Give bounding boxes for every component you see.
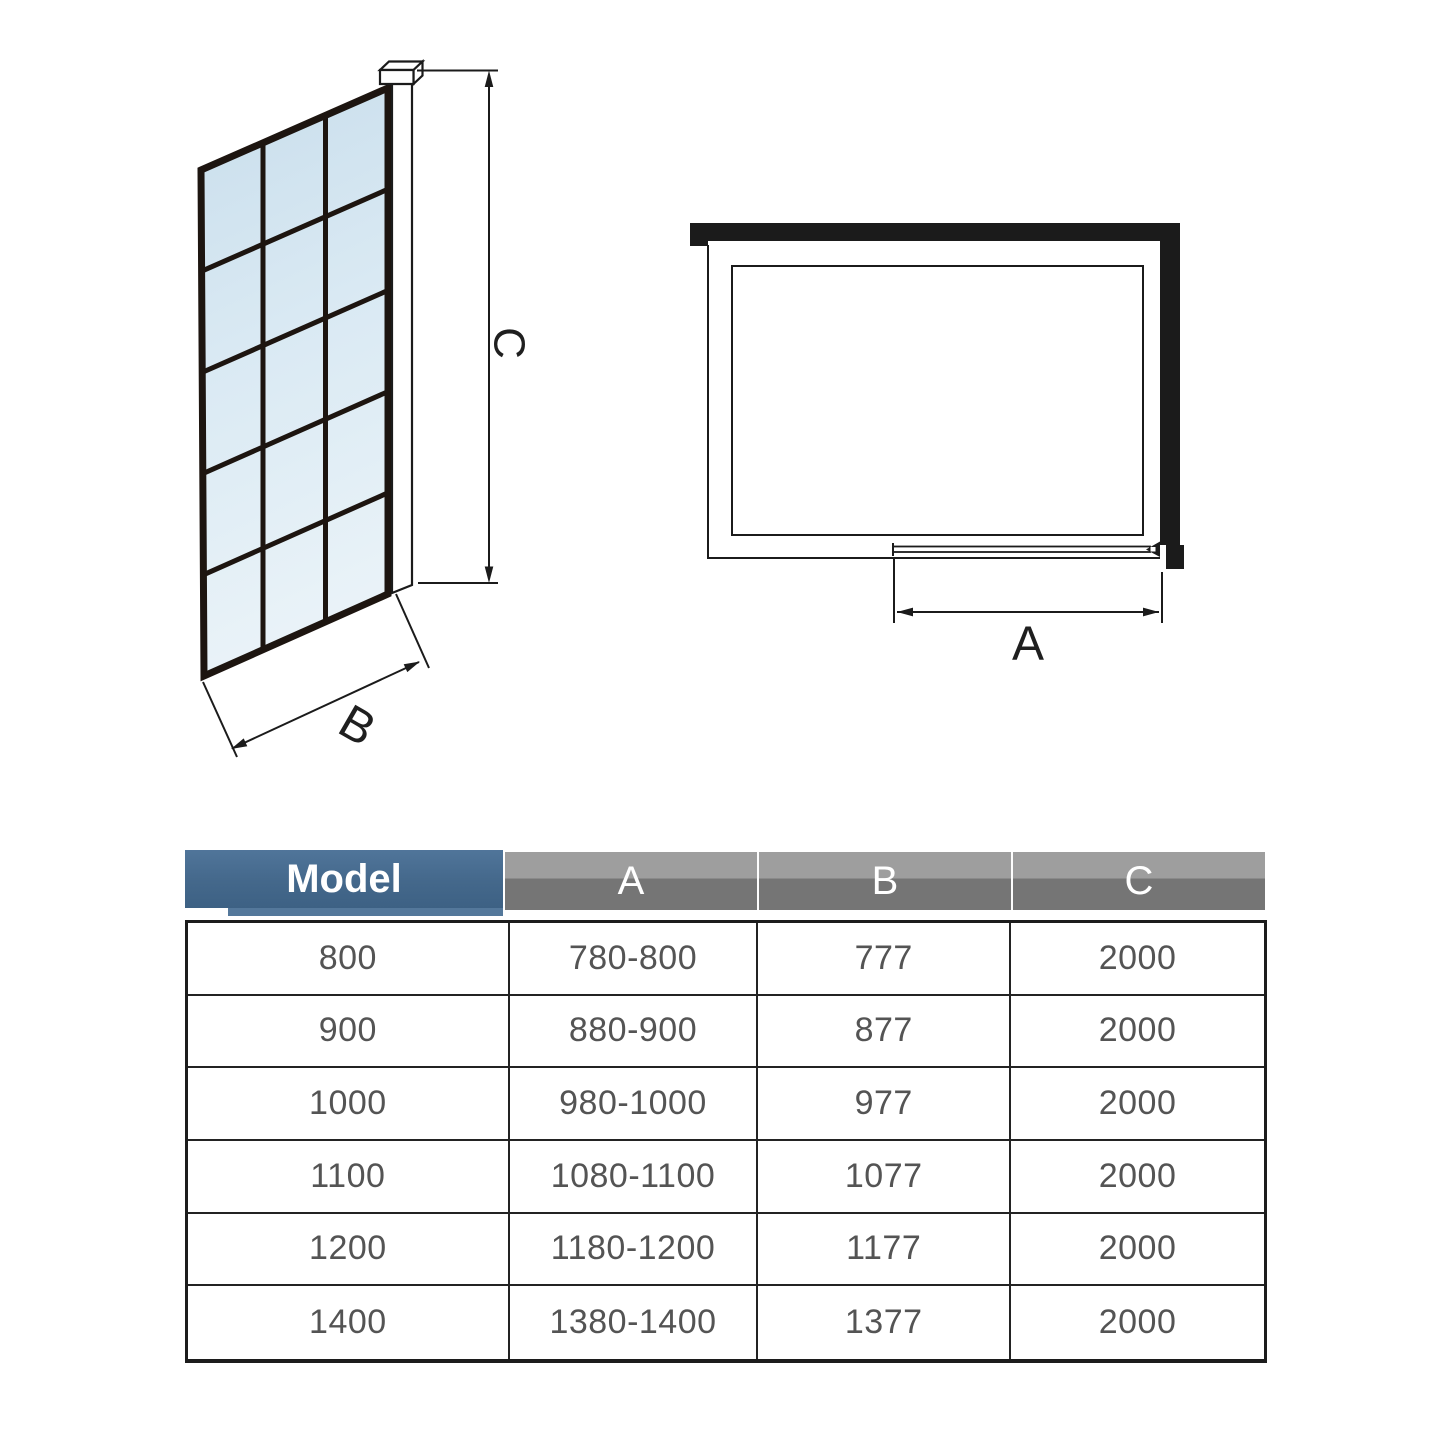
table-cell: 1077 [758,1141,1011,1214]
height-dim-label: C [484,327,534,359]
glass-screen-line [893,547,1150,553]
arrowhead-left-icon [897,608,913,617]
walls [690,223,1184,569]
glass-width-dim-label: B [329,695,385,757]
table-cell: 777 [758,923,1011,996]
top-wall [690,223,1180,241]
table-cell: 780-800 [510,923,759,996]
header-separator [757,852,759,910]
table-cell: 1000 [188,1068,510,1141]
room-outline [708,245,1160,558]
glass-screen-plan [893,542,1160,558]
table-cell: 800 [188,923,510,996]
col-c-header-label: C [1124,858,1154,903]
table-cell: 1380-1400 [510,1286,759,1359]
arrowhead-left-icon [231,738,247,749]
table-header-a [505,852,757,910]
extension-line [203,682,237,757]
table-header-c [1013,852,1265,910]
install-width-dimension [894,559,1162,671]
right-wall-end [1166,545,1184,569]
arrowhead-down-icon [485,567,494,584]
table-cell: 977 [758,1068,1011,1141]
table-cell: 980-1000 [510,1068,759,1141]
header-separator [1011,852,1013,910]
glass-pane [201,88,388,676]
side-view-diagram [150,40,570,780]
table-cell: 2000 [1011,1141,1264,1214]
shower-tray-outline [732,266,1143,535]
table-cell: 1177 [758,1214,1011,1287]
clamp-notch [1151,547,1156,552]
arrowhead-right-icon [404,662,420,673]
height-dimension [417,71,534,584]
dimension-line [232,662,419,749]
wall-profile-bar [392,76,412,593]
arrowhead-right-icon [1143,608,1159,617]
table-cell: 1377 [758,1286,1011,1359]
col-b-header-label: B [871,858,899,903]
extension-line [396,594,429,668]
table-cell: 2000 [1011,923,1264,996]
framed-glass-panel [201,88,388,676]
table-cell: 900 [188,996,510,1069]
table-cell: 2000 [1011,1214,1264,1287]
table-cell: 1100 [188,1141,510,1214]
table-cell: 1400 [188,1286,510,1359]
table-header-b [759,852,1011,910]
model-header-accent-strip [228,908,503,916]
size-table-body [185,920,1267,1363]
table-cell: 1080-1100 [510,1141,759,1214]
col-a-header-label: A [617,858,645,903]
top-wall-end [690,241,708,246]
table-cell: 2000 [1098,1303,1177,1342]
table-cell: 880-900 [510,996,759,1069]
table-cell: 2000 [1011,1068,1264,1141]
model-header-label: Model [286,856,402,901]
profile-bar-cap [380,62,423,85]
plan-view-diagram [650,180,1210,680]
table-cell: 2000 [1011,996,1264,1069]
install-width-dim-label: A [1011,617,1045,671]
table-cell: 877 [758,996,1011,1069]
table-cell: 1180-1200 [510,1214,759,1287]
table-cell: 1200 [188,1214,510,1287]
arrowhead-up-icon [485,71,494,88]
table-header-model [185,850,503,908]
right-wall [1160,223,1180,545]
